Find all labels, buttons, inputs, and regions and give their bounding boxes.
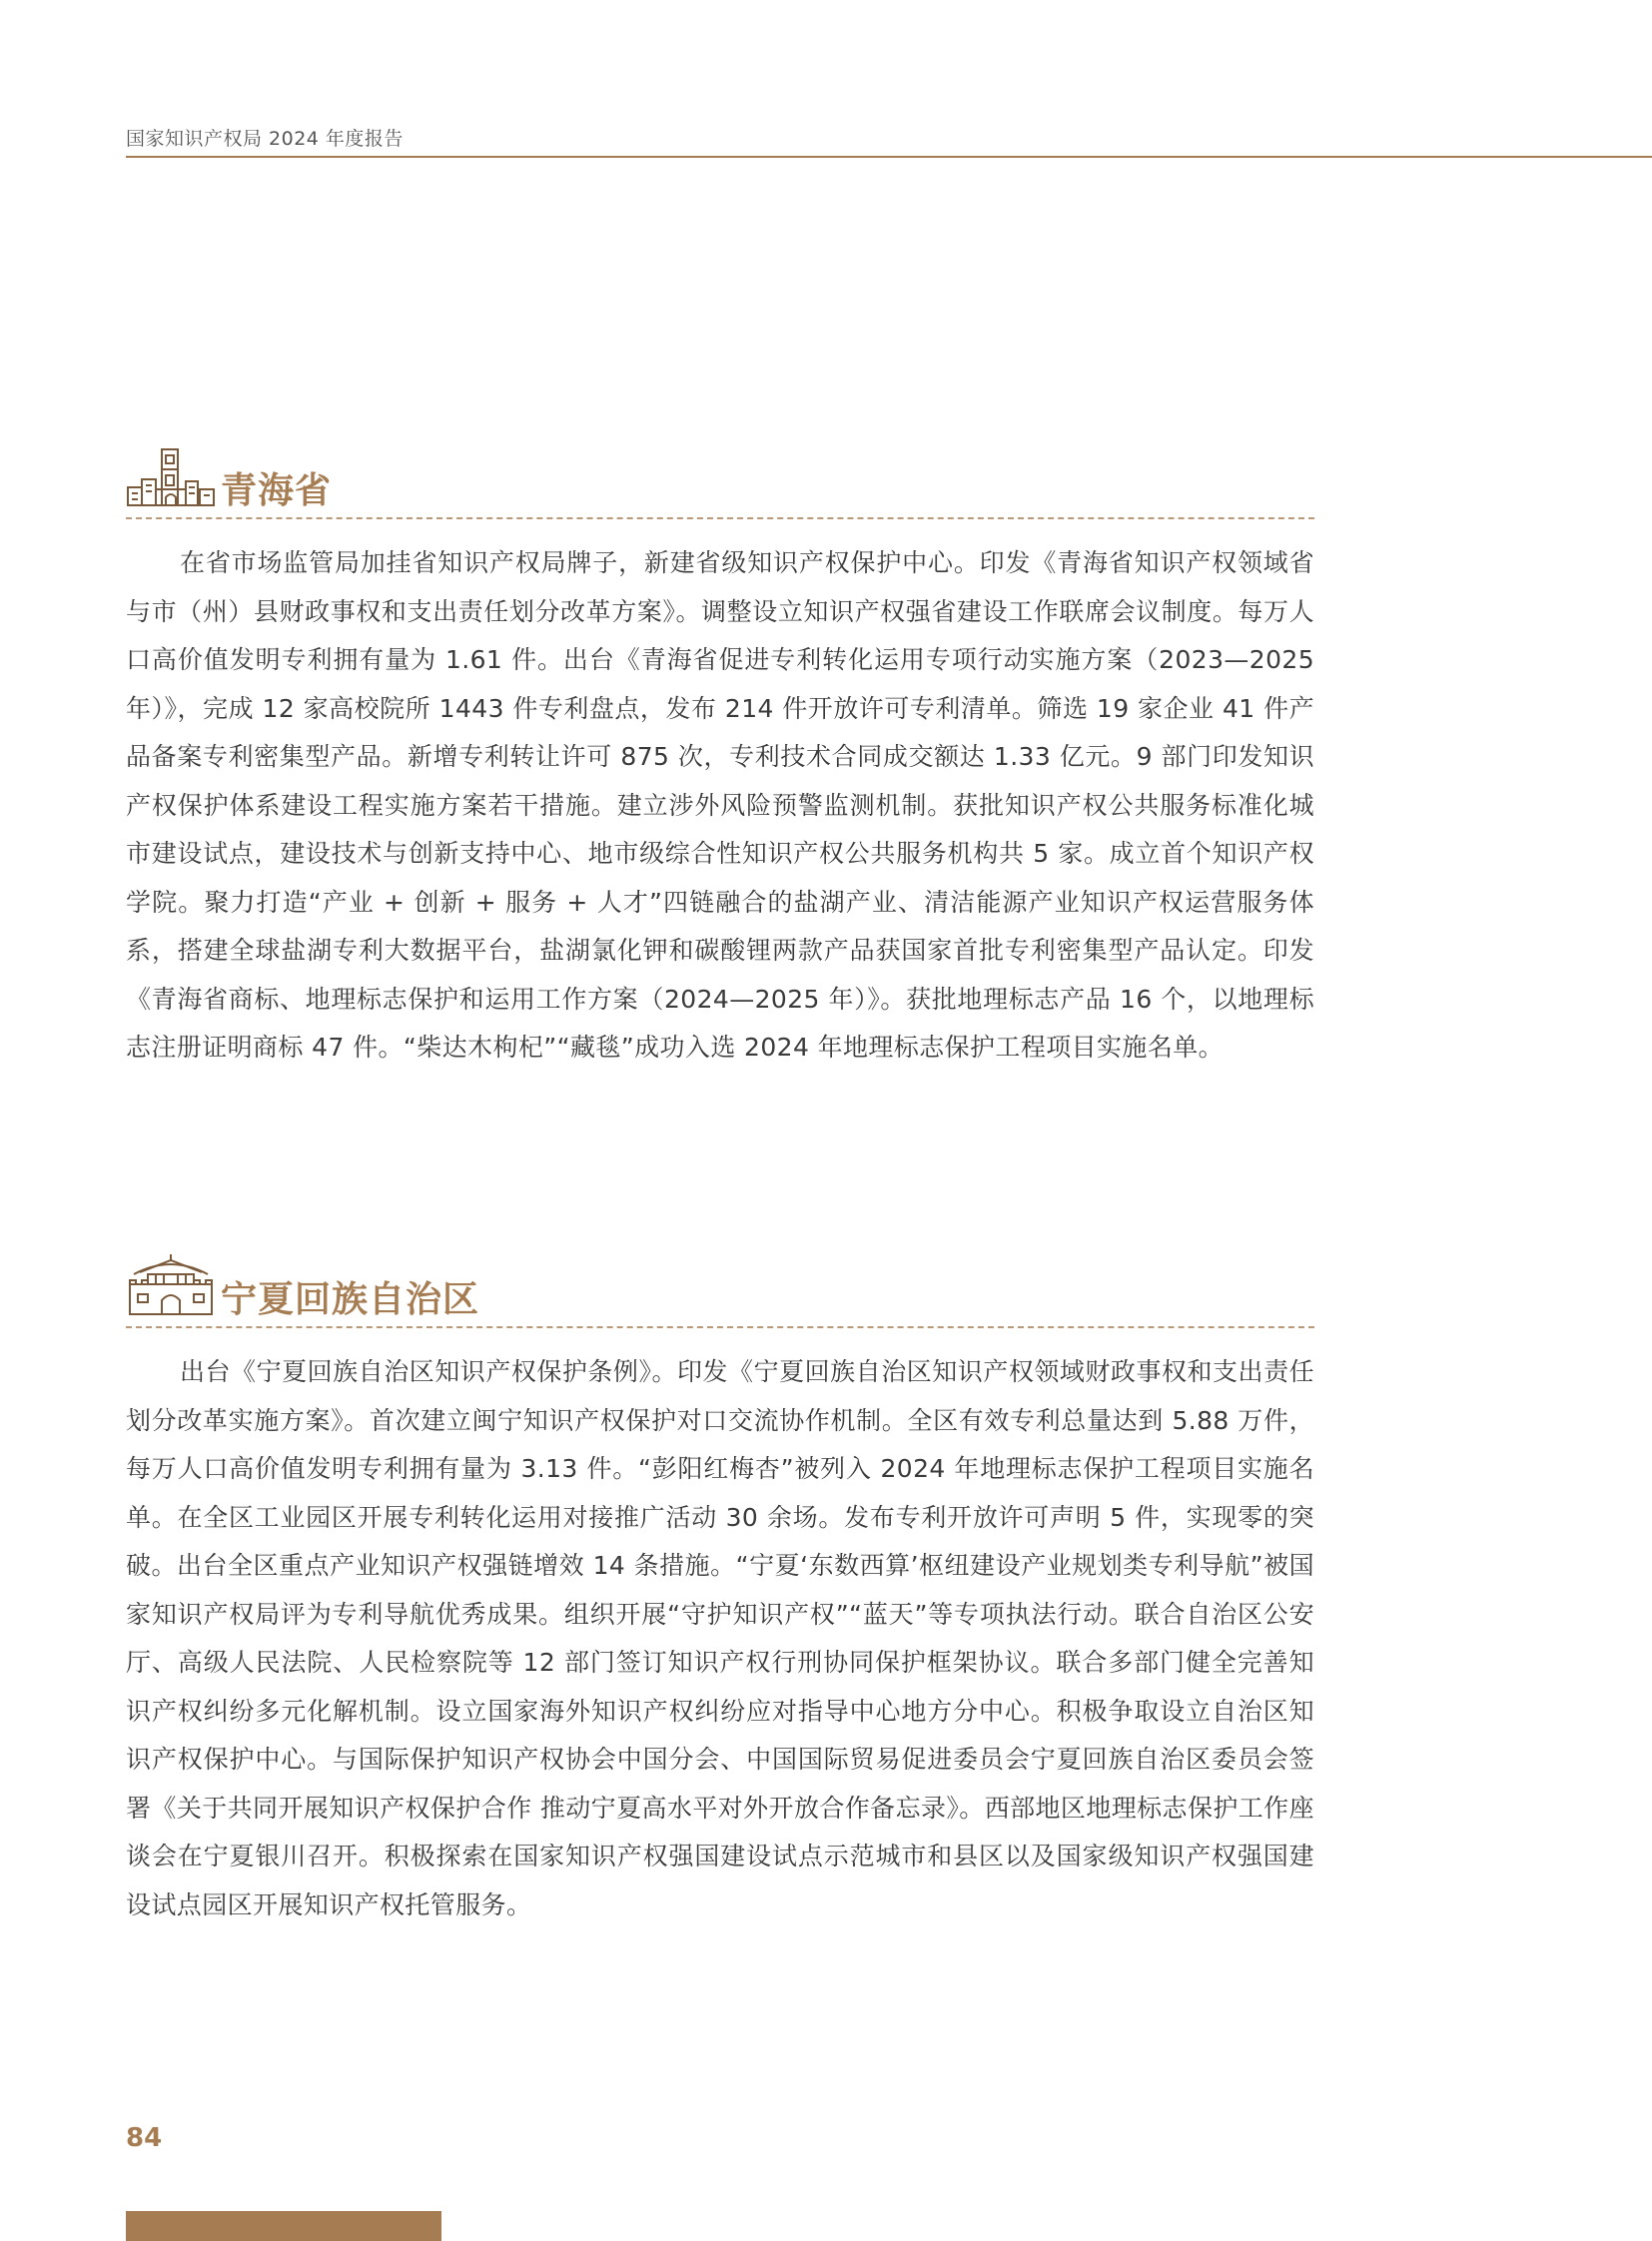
section-body: 在省市场监管局加挂省知识产权局牌子，新建省级知识产权保护中心。印发《青海省知识产权领域省与市（州）县财政事权和支出责任划分改革方案》。调整设立知识产权强省建设工作联席会议制度。每万人口高价值发明专利拥有量为 1.61 件。出台《青海省促进专利转化运用专项行动实施方案（2023—2025 年）》，完成 12 家高校院所 1443 件专利盘点，发布 214 件开放许可专利清单。筛选 19 家企业 41 件产品备案专利密集型产品。新增专利转让许可 875 次，专利技术合同成交额达 1.33 亿元。9 部门印发知识产权保护体系建设工程实施方案若干措施。建立涉外风险预警监测机制。获批知识产权公共服务标准化城市建设试点，建设技术与创新支持中心、地市级综合性知识产权公共服务机构共 5 家。成立首个知识产权学院。聚力打造“产业 + 创新 + 服务 + 人才”四链融合的盐湖产业、清洁能源产业知识产权运营服务体系，搭建全球盐湖专利大数据平台，盐湖氯化钾和碳酸锂两款产品获国家首批专利密集型产品认定。印发《青海省商标、地理标志保护和运用工作方案（2024—2025 年）》。获批地理标志产品 16 个，以地理标志注册证明商标 47 件。“柴达木枸杞”“藏毯”成功入选 2024 年地理标志保护工程项目实施名单。: [126, 548, 1314, 1062]
section-title: 宁夏回族自治区: [221, 1279, 480, 1320]
section-body: 出台《宁夏回族自治区知识产权保护条例》。印发《宁夏回族自治区知识产权领域财政事权和支出责任划分改革实施方案》。首次建立闽宁知识产权保护对口交流协作机制。全区有效专利总量达到 5.88 万件，每万人口高价值发明专利拥有量为 3.13 件。“彭阳红梅杏”被列入 2024 年地理标志保护工程项目实施名单。在全区工业园区开展专利转化运用对接推广活动 30 余场。发布专利开放许可声明 5 件，实现零的突破。出台全区重点产业知识产权强链增效 14 条措施。“宁夏‘东数西算’枢纽建设产业规划类专利导航”被国家知识产权局评为专利导航优秀成果。组织开展“守护知识产权”“蓝天”等专项执法行动。联合自治区公安厅、高级人民法院、人民检察院等 12 部门签订知识产权行刑协同保护框架协议。联合多部门健全完善知识产权纠纷多元化解机制。设立国家海外知识产权纠纷应对指导中心地方分中心。积极争取设立自治区知识产权保护中心。与国际保护知识产权协会中国分会、中国国际贸易促进委员会宁夏回族自治区委员会签署《关于共同开展知识产权保护合作 推动宁夏高水平对外开放合作备忘录》。西部地区地理标志保护工作座谈会在宁夏银川召开。积极探索在国家知识产权强国建设试点示范城市和县区以及国家级知识产权强国建设试点园区开展知识产权托管服务。: [126, 1357, 1314, 1919]
running-header: 国家知识产权局 2024 年度报告: [126, 128, 404, 150]
section-heading: [126, 451, 1314, 511]
section-heading: [126, 1260, 1314, 1320]
footer-accent-bar: [126, 2211, 441, 2241]
gate-tower-icon: [126, 1252, 216, 1316]
section-divider: [126, 517, 1314, 519]
tower-building-icon: [126, 445, 216, 507]
section-title: 青海省: [221, 470, 333, 511]
section-divider: [126, 1326, 1314, 1328]
section-qinghai: [126, 451, 1314, 1073]
header-rule: [126, 156, 1652, 158]
section-ningxia: [126, 1260, 1314, 1929]
page-number: 84: [126, 2123, 163, 2153]
